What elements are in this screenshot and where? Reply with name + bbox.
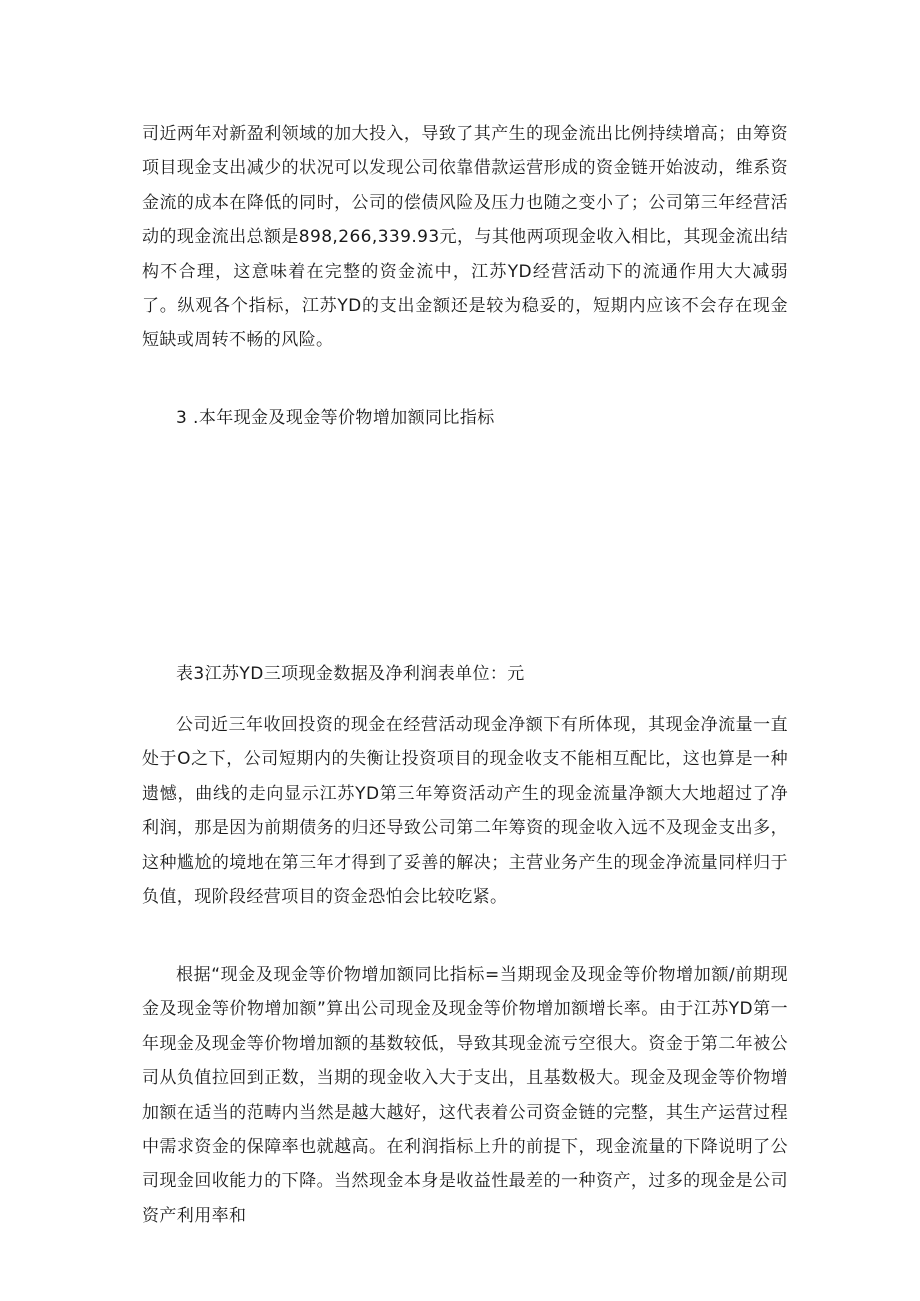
section-heading: 3 .本年现金及现金等价物增加额同比指标 [176,408,495,428]
table-caption: 表3江苏YD三项现金数据及净利润表单位：元 [176,664,525,684]
body-paragraph-growth-rate: 根据“现金及现金等价物增加额同比指标=当期现金及现金等价物增加额/前期现金及现金等价物增加额”算出公司现金及现金等价物增加额增长率。由于江苏YD第一年现金及现金等价物增加额的基数较低，导致其现金流亏空很大。资金于第二年被公司从负值拉回到正数，当期的现金收入大于支出，且基数极大。现金及现金等价物增加额在适当的范畴内当然是越大越好，这代表着公司资金链的完整，其生产运营过程中需求资金的保障率也就越高。在利润指标上升的前提下，现金流量的下降说明了公司现金回收能力的下降。当然现金本身是收益性最差的一种资产，过多的现金是公司资产利用率和 [142,965,788,1226]
body-paragraph-continued: 司近两年对新盈利领域的加大投入，导致了其产生的现金流出比例持续增高；由筹资项目现金支出减少的状况可以发现公司依靠借款运营形成的资金链开始波动，维系资金流的成本在降低的同时，公司的偿债风险及压力也随之变小了；公司第三年经营活动的现金流出总额是898,266,339.93元，与其他两项现金收入相比，其现金流出结构不合理，这意味着在完整的资金流中，江苏YD经营活动下的流通作用大大减弱了。纵观各个指标，江苏YD的支出金额还是较为稳妥的，短期内应该不会存在现金短缺或周转不畅的风险。 [142,124,788,351]
body-paragraph-analysis: 公司近三年收回投资的现金在经营活动现金净额下有所体现，其现金净流量一直处于O之下，公司短期内的失衡让投资项目的现金收支不能相互配比，这也算是一种遗憾，曲线的走向显示江苏YD第三年筹资活动产生的现金流量净额大大地超过了净利润，那是因为前期债务的归还导致公司第二年筹资的现金收入远不及现金支出多，这种尴尬的境地在第三年才得到了妥善的解决；主营业务产生的现金净流量同样归于负值，现阶段经营项目的资金恐怕会比较吃紧。 [142,715,788,908]
